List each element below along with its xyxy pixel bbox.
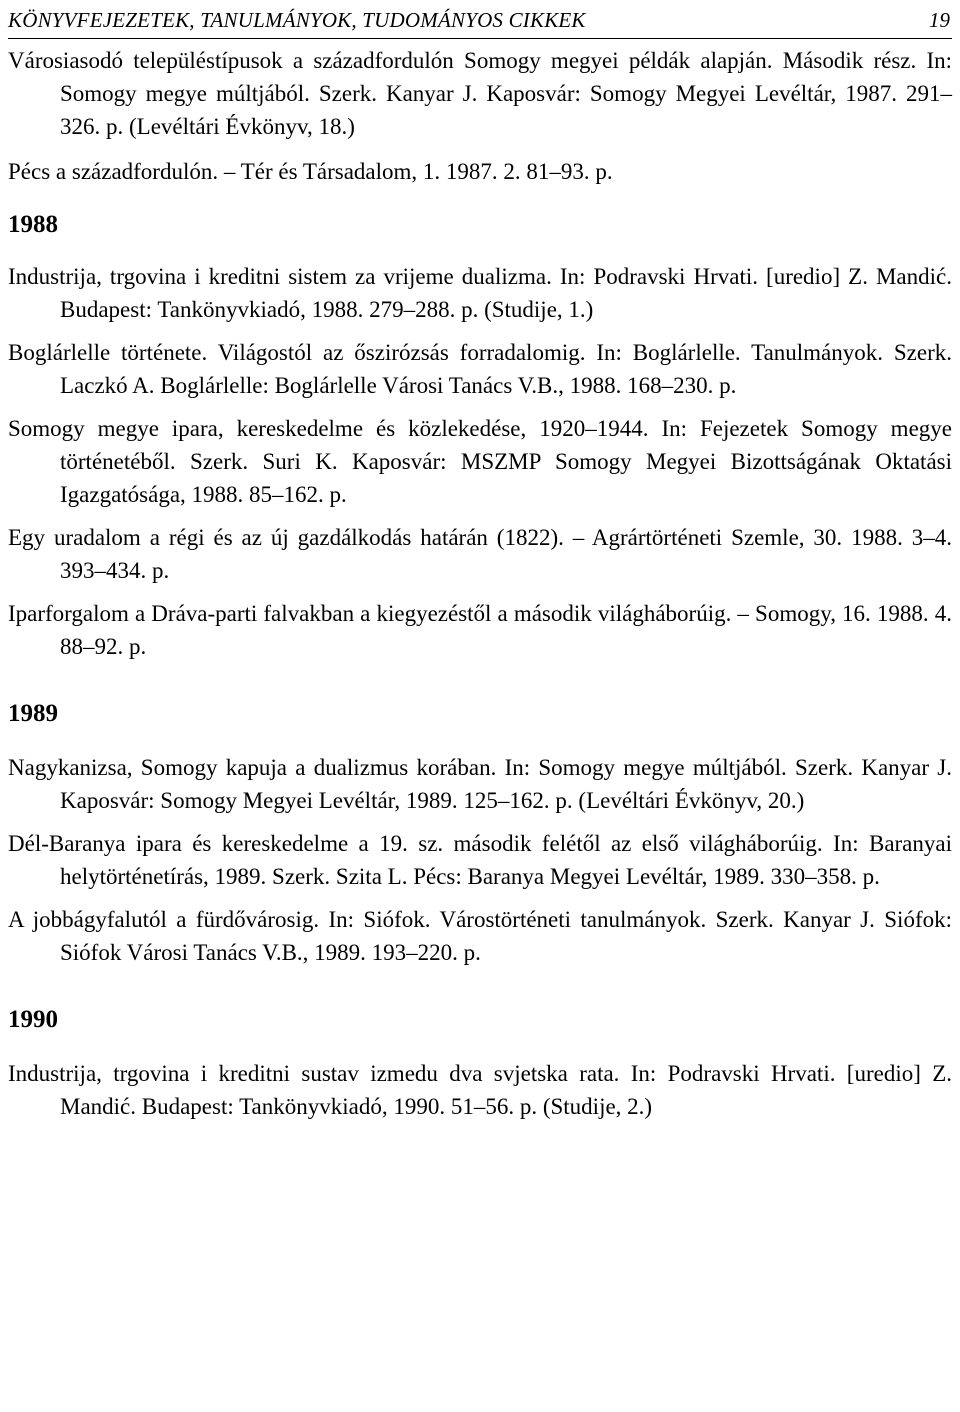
bibliography-content bbox=[8, 44, 952, 1123]
header-title: KÖNYVFEJEZETEK, TANULMÁNYOK, TUDOMÁNYOS CIKKEK bbox=[8, 8, 586, 32]
bibliography-entry: Industrija, trgovina i kreditni sustav izmedu dva svjetska rata. In: Podravski Hrvati. [uredio] Z. Mandić. Budapest: Tankönyvkiadó, 1990. 51–56. p. (Studije, 2.) bbox=[8, 1061, 952, 1119]
bibliography-entry: Dél-Baranya ipara és kereskedelme a 19. sz. második felétől az első világháborúig. In: Baranyai helytörténetírás, 1989. Szerk. Szita L. Pécs: Baranya Megyei Levéltár, 1989. 330–358. p. bbox=[8, 831, 952, 889]
bibliography-entry: A jobbágyfalutól a fürdővárosig. In: Siófok. Várostörténeti tanulmányok. Szerk. Kanyar J. Siófok: Siófok Városi Tanács V.B., 1989. 193–220. p. bbox=[8, 907, 952, 965]
bibliography-entry: Egy uradalom a régi és az új gazdálkodás határán (1822). – Agrártörténeti Szemle, 30. 1988. 3–4. 393–434. p. bbox=[8, 525, 952, 583]
bibliography-entry: Pécs a századfordulón. – Tér és Társadalom, 1. 1987. 2. 81–93. p. bbox=[8, 159, 613, 184]
bibliography-entry: Nagykanizsa, Somogy kapuja a dualizmus korában. In: Somogy megye múltjából. Szerk. Kanyar J. Kaposvár: Somogy Megyei Levéltár, 1989. 125–162. p. (Levéltári Évkönyv, 20.) bbox=[8, 755, 952, 813]
bibliography-entry: Városiasodó településtípusok a századfordulón Somogy megyei példák alapján. Második rész. In: Somogy megye múltjából. Szerk. Kanyar J. Kaposvár: Somogy Megyei Levéltár, 1987. 291–326. p. (Levéltári Évkönyv, 18.) bbox=[8, 48, 952, 139]
running-header bbox=[8, 4, 952, 39]
bibliography-entry: Somogy megye ipara, kereskedelme és közlekedése, 1920–1944. In: Fejezetek Somogy megye történetéből. Szerk. Suri K. Kaposvár: MSZMP Somogy Megyei Bizottságának Oktatási Igazgatósága, 1988. 85–162. p. bbox=[8, 416, 952, 507]
bibliography-entry: Iparforgalom a Dráva-parti falvakban a kiegyezéstől a második világháborúig. – Somogy, 16. 1988. 4. 88–92. p. bbox=[8, 601, 952, 659]
year-heading-1989: 1989 bbox=[8, 700, 58, 727]
page-number: 19 bbox=[929, 8, 950, 32]
bibliography-entry: Industrija, trgovina i kreditni sistem za vrijeme dualizma. In: Podravski Hrvati. [uredio] Z. Mandić. Budapest: Tankönyvkiadó, 1988. 279–288. p. (Studije, 1.) bbox=[8, 264, 952, 322]
year-heading-1988: 1988 bbox=[8, 211, 58, 238]
bibliography-entry: Boglárlelle története. Világostól az őszirózsás forradalomig. In: Boglárlelle. Tanulmányok. Szerk. Laczkó A. Boglárlelle: Boglárlelle Városi Tanács V.B., 1988. 168–230. p. bbox=[8, 340, 952, 398]
year-heading-1990: 1990 bbox=[8, 1006, 58, 1033]
